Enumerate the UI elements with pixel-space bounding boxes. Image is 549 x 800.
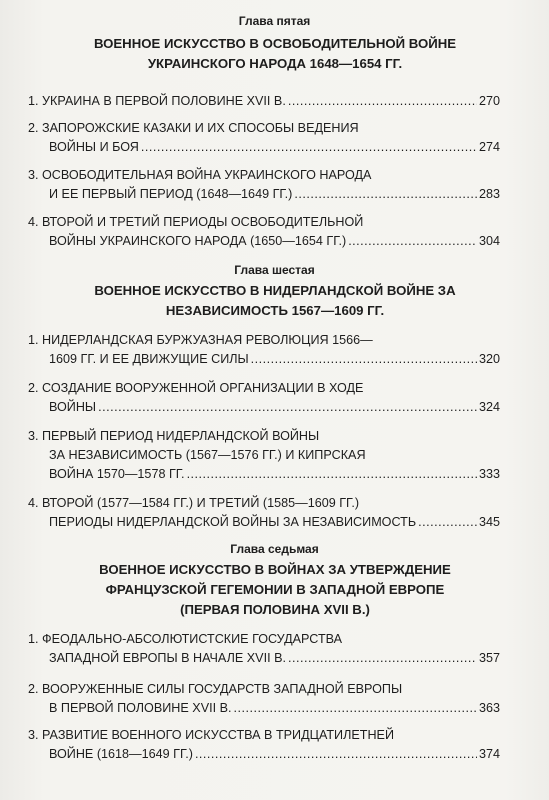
page-number: 324 bbox=[478, 400, 500, 414]
toc-entry[interactable] bbox=[28, 494, 500, 532]
chapter-title: ВОЕННОЕ ИСКУССТВО В ОСВОБОДИТЕЛЬНОЙ ВОЙНЕ УКРАИНСКОГО НАРОДА 1648—1654 ГГ. bbox=[93, 36, 457, 71]
page-number: 304 bbox=[478, 234, 500, 248]
toc-entry[interactable] bbox=[28, 331, 500, 369]
dot-leader bbox=[234, 699, 477, 718]
page-number: 274 bbox=[478, 140, 500, 154]
toc-entry-text: ВОЙНЫ УКРАИНСКОГО НАРОДА (1650—1654 ГГ.) bbox=[49, 234, 347, 248]
toc-entry-text: 4. ВТОРОЙ (1577—1584 ГГ.) И ТРЕТИЙ (1585—1609 ГГ.) bbox=[28, 496, 360, 510]
toc-entry-text: 4. ВТОРОЙ И ТРЕТИЙ ПЕРИОДЫ ОСВОБОДИТЕЛЬНОЙ bbox=[28, 215, 364, 229]
dot-leader bbox=[294, 185, 477, 204]
toc-entry-text: И ЕЕ ПЕРВЫЙ ПЕРИОД (1648—1649 ГГ.) bbox=[49, 187, 293, 201]
page-number: 333 bbox=[478, 467, 500, 481]
chapter-label: Глава пятая bbox=[238, 14, 311, 28]
dot-leader bbox=[141, 138, 477, 157]
toc-entry-text: 1609 ГГ. И ЕЕ ДВИЖУЩИЕ СИЛЫ bbox=[49, 352, 249, 366]
toc-entry-text: 2. СОЗДАНИЕ ВООРУЖЕННОЙ ОРГАНИЗАЦИИ В ХОДЕ bbox=[28, 381, 364, 395]
page-number: 345 bbox=[478, 515, 500, 529]
dot-leader bbox=[195, 745, 477, 764]
dot-leader bbox=[288, 92, 477, 111]
toc-entry-text: 2. ВООРУЖЕННЫЕ СИЛЫ ГОСУДАРСТВ ЗАПАДНОЙ ЕВРОПЫ bbox=[28, 682, 403, 696]
toc-entry-text: ВОЙНЫ bbox=[49, 400, 97, 414]
toc-entry-text: 2. ЗАПОРОЖСКИЕ КАЗАКИ И ИХ СПОСОБЫ ВЕДЕНИЯ bbox=[28, 121, 359, 135]
toc-entry-text: ВОЙНЫ И БОЯ bbox=[49, 140, 139, 154]
dot-leader bbox=[251, 350, 477, 369]
toc-entry-text: 3. ПЕРВЫЙ ПЕРИОД НИДЕРЛАНДСКОЙ ВОЙНЫ bbox=[28, 429, 320, 443]
toc-entry[interactable] bbox=[28, 213, 500, 251]
toc-entry[interactable] bbox=[28, 427, 500, 484]
toc-entry-text: 3. ОСВОБОДИТЕЛЬНАЯ ВОЙНА УКРАИНСКОГО НАРОДА bbox=[28, 168, 372, 182]
chapter-label: Глава седьмая bbox=[230, 542, 319, 556]
toc-entry-text: 1. УКРАИНА В ПЕРВОЙ ПОЛОВИНЕ XVII В. bbox=[28, 94, 286, 108]
dot-leader bbox=[288, 649, 477, 668]
toc-entry-text: 1. ФЕОДАЛЬНО-АБСОЛЮТИСТСКИЕ ГОСУДАРСТВА bbox=[28, 632, 343, 646]
toc-entry-text: В ПЕРВОЙ ПОЛОВИНЕ XVII В. bbox=[49, 701, 232, 715]
page-number: 283 bbox=[478, 187, 500, 201]
page-number: 270 bbox=[478, 94, 500, 108]
toc-entry-text: 3. РАЗВИТИЕ ВОЕННОГО ИСКУССТВА В ТРИДЦАТИЛЕТНЕЙ bbox=[28, 728, 395, 742]
dot-leader bbox=[98, 398, 477, 417]
chapter-label: Глава шестая bbox=[234, 263, 315, 277]
toc-entry-text: ВОЙНА 1570—1578 ГГ. bbox=[49, 467, 185, 481]
toc-entry[interactable] bbox=[28, 726, 500, 764]
page-number: 363 bbox=[478, 701, 500, 715]
page-number: 320 bbox=[478, 352, 500, 366]
page-number: 374 bbox=[478, 747, 500, 761]
page-number: 357 bbox=[478, 651, 500, 665]
toc-entry-text: ВОЙНЕ (1618—1649 ГГ.) bbox=[49, 747, 193, 761]
toc-entry[interactable] bbox=[28, 166, 500, 204]
dot-leader bbox=[418, 513, 477, 532]
toc-entry[interactable] bbox=[28, 119, 500, 157]
toc-entry-text: ПЕРИОДЫ НИДЕРЛАНДСКОЙ ВОЙНЫ ЗА НЕЗАВИСИМОСТЬ bbox=[49, 515, 417, 529]
toc-entry[interactable] bbox=[28, 630, 500, 668]
chapter-title: ВОЕННОЕ ИСКУССТВО В НИДЕРЛАНДСКОЙ ВОЙНЕ ЗА НЕЗАВИСИМОСТЬ 1567—1609 ГГ. bbox=[94, 283, 456, 318]
toc-entry-text: ЗА НЕЗАВИСИМОСТЬ (1567—1576 ГГ.) И КИПРСКАЯ bbox=[49, 448, 366, 462]
dot-leader bbox=[348, 232, 477, 251]
toc-entry[interactable] bbox=[28, 680, 500, 718]
toc-entry[interactable] bbox=[28, 92, 500, 111]
dot-leader bbox=[187, 465, 477, 484]
toc-entry-text: ЗАПАДНОЙ ЕВРОПЫ В НАЧАЛЕ XVII В. bbox=[49, 651, 286, 665]
toc-entry-text: 1. НИДЕРЛАНДСКАЯ БУРЖУАЗНАЯ РЕВОЛЮЦИЯ 1566— bbox=[28, 333, 373, 347]
chapter-title: ВОЕННОЕ ИСКУССТВО В ВОЙНАХ ЗА УТВЕРЖДЕНИЕ ФРАНЦУЗСКОЙ ГЕГЕМОНИИ В ЗАПАДНОЙ ЕВРОПЕ (ПЕРВАЯ ПОЛОВИНА XVII В.) bbox=[99, 562, 451, 617]
toc-entry[interactable] bbox=[28, 379, 500, 417]
